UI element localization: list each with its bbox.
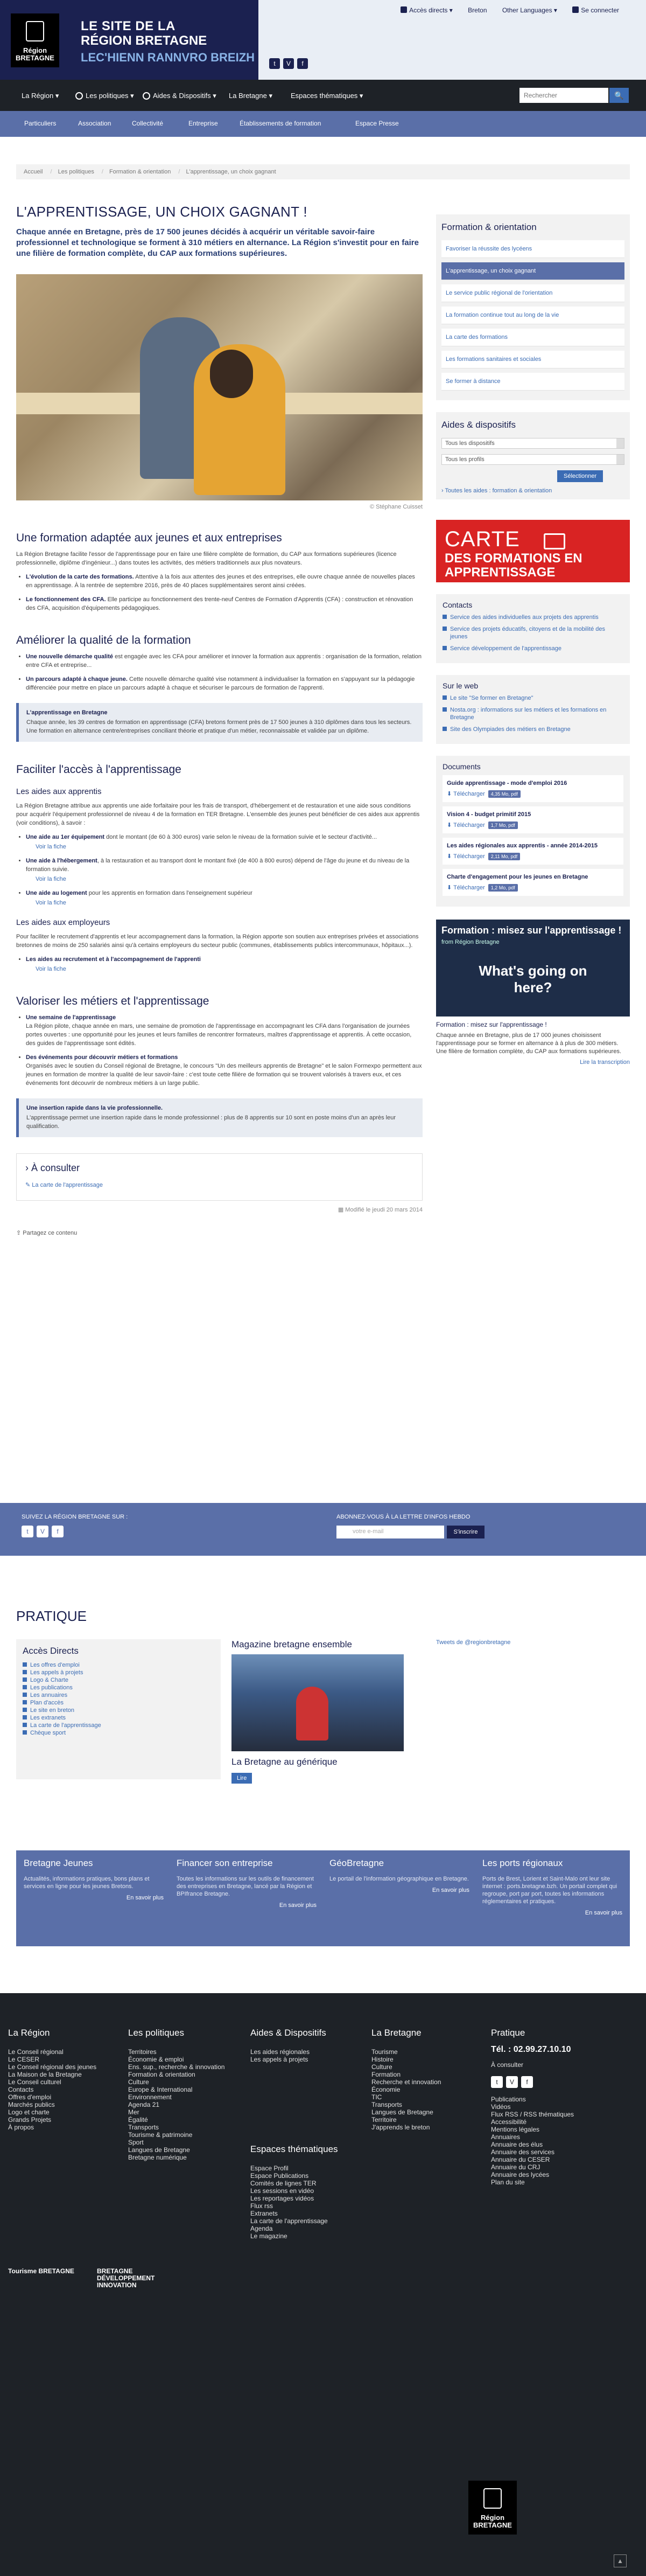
download-link[interactable]: ⬇ Télécharger 1,2 Mo, pdf (447, 884, 619, 892)
breadcrumb-formation[interactable]: Formation & orientation (109, 169, 171, 175)
subnav-presse[interactable]: Espace Presse (355, 120, 399, 127)
footer-link[interactable]: Le CESER (8, 2056, 40, 2063)
languages-link[interactable]: Other Languages ▾ (502, 6, 557, 14)
footer-link[interactable]: Culture (128, 2078, 149, 2086)
list-item: • Une aide à l'hébergement, à la restauration et au transport dont le montant fixé (de 400 à 800 euros) dépend de l'âge du jeune et du niveau de la formation suivie. Voir la fiche (26, 857, 423, 883)
section-title: Une formation adaptée aux jeunes et aux entreprises (16, 532, 282, 544)
main-content (16, 204, 423, 1236)
footer-link[interactable]: Le magazine (250, 2232, 287, 2240)
phone-number: Tél. : 02.99.27.10.10 (491, 2045, 571, 2054)
footer-link[interactable]: Plan du site (491, 2178, 525, 2186)
paragraph: La Région Bretagne attribue aux apprentis une aide forfaitaire pour les frais de transport, d'hébergement et de restauration et une aide sous conditions pour acquérir l'équipement professionnel de niveau 4 de la formation en TER Bretagne. L'ensemble des jeunes peut bénéficier de ces aides aux apprentis (voir conditions), à savoir : (16, 803, 420, 826)
list-item: • Les aides au recrutement et à l'accompagnement de l'apprenti Voir la fiche (26, 955, 423, 973)
contact-icon (443, 626, 447, 631)
footer-link[interactable]: Les reportages vidéos (250, 2195, 314, 2202)
list-item: • Une aide au logement pour les apprentis en formation dans l'enseignement supérieur Voir la fiche (26, 889, 423, 907)
dispositifs-select[interactable]: Tous les dispositifs (441, 438, 624, 449)
consult-box (16, 1153, 423, 1201)
aides-title: Aides & dispositifs (441, 420, 516, 430)
footer-link[interactable]: Agenda 21 (128, 2101, 160, 2108)
logo-mark-icon (26, 21, 44, 41)
portal-panel: Les ports régionaux Ports de Brest, Lorient et Saint-Malo ont leur site internet : ports.bretagne.bzh. Un portail complet qui regroupe, port par port, toutes les informations réglementaires et pratiques. En savoir plus (482, 1858, 622, 1916)
breadcrumb-politiques[interactable]: Les politiques (58, 169, 94, 175)
magazine-image[interactable] (231, 1654, 404, 1751)
download-icon: ⬇ (447, 822, 454, 829)
footer-link[interactable]: Environnement (128, 2093, 172, 2101)
share-link[interactable]: ⇪ Partagez ce contenu (16, 1230, 78, 1236)
video-caption: Formation : misez sur l'apprentissage ! (436, 1021, 547, 1028)
footer-link[interactable]: Le Conseil régional des jeunes (8, 2063, 97, 2071)
section-title: Faciliter l'accès à l'apprentissage (16, 763, 181, 776)
footer-link[interactable]: Offres d'emploi (8, 2093, 52, 2101)
contact-link[interactable]: Service développement de l'apprentissage (450, 645, 623, 652)
more-link[interactable]: En savoir plus (585, 1910, 622, 1916)
contacts-box: Contacts Service des aides individuelles aux projets des apprentis Service des projets éducatifs, citoyens et de la mobilité des jeunes Service développement de l'apprentissage (436, 594, 630, 663)
lead-text: Chaque année en Bretagne, près de 17 500 jeunes décidés à acquérir un véritable savoir-faire professionnel et technologique se forment à 310 métiers en alternance. La Région s'investit pour en faire une filière de formation complète, du CAP aux formations supérieures. (16, 227, 419, 258)
section-menu-item[interactable]: Favoriser la réussite des lycéens (441, 240, 624, 258)
footer-link[interactable]: Annuaire du CESER (491, 2156, 550, 2163)
subnav-particuliers[interactable]: Particuliers (24, 120, 57, 127)
footer-col-region: La Région Le Conseil régional Le CESER Le Conseil régional des jeunes La Maison de la Bretagne Le Conseil culturel Contacts Offres d'emploi Marchés publics Logo et charte Grands Projets À propos (8, 2028, 97, 2131)
document-item: Les aides régionales aux apprentis - année 2014-2015 ⬇ Télécharger 2,11 Mo, pdf (443, 838, 623, 865)
documents-box: Documents Guide apprentissage - mode d'emploi 2016 ⬇ Télécharger 4,35 Mo, pdf Vision 4 - budget primitif 2015 ⬇ Télécharger 1,7 Mo, pdf Les aides régionales aux apprentis - année 2014-2015 ⬇ Télécharger 2,11 Mo, pdf Charte d'engagement pour les jeunes en Bretagne ⬇ Télécharger 1,2 Mo, pdf (436, 756, 630, 907)
follow-label: SUIVEZ LA RÉGION BRETAGNE SUR : (22, 1514, 128, 1520)
download-icon: ⬇ (447, 791, 454, 797)
footer-link[interactable]: Les aides régionales (250, 2048, 310, 2056)
external-link-icon (443, 695, 447, 700)
breadcrumb-home[interactable]: Accueil (24, 169, 43, 175)
top-links (387, 6, 619, 14)
paragraph: Pour faciliter le recrutement d'apprentis et leur accompagnement dans la formation, la Région apporte son soutien aux entreprises privées et associations bretonnes de moins de 250 salariés ainsi qu'à certains employeurs du secteur public (communes, établissements publics intercommunaux, hôpitaux...). (16, 934, 419, 949)
footer-link[interactable]: Annuaire des élus (491, 2141, 543, 2148)
footer-link[interactable]: Annuaire des lycées (491, 2171, 550, 2178)
acces-link[interactable]: Les offres d'emploi (30, 1662, 214, 1668)
section-title: Améliorer la qualité de la formation (16, 634, 191, 646)
footer-link[interactable]: Les sessions en vidéo (250, 2187, 314, 2195)
footer-link[interactable]: Transports (371, 2101, 402, 2108)
footer-link[interactable]: TIC (371, 2093, 382, 2101)
pratique-section (16, 1608, 630, 1781)
nav-espaces[interactable]: Espaces thématiques ▾ (291, 92, 363, 100)
grid-icon (401, 6, 407, 13)
twitter-icon[interactable]: t (491, 2076, 503, 2088)
tourisme-logo[interactable]: Tourisme BRETAGNE (8, 2267, 74, 2275)
link-icon: ✎ (25, 1182, 32, 1188)
contact-link[interactable]: Service des aides individuelles aux projets des apprentis (450, 614, 623, 621)
footer-social (491, 2076, 574, 2088)
footer-link[interactable]: Publications (491, 2095, 526, 2103)
acces-link[interactable]: Chèque sport (30, 1730, 214, 1736)
acces-link[interactable]: Plan d'accès (30, 1700, 214, 1706)
external-link-icon (443, 727, 447, 731)
acces-link[interactable]: La carte de l'apprentissage (30, 1722, 214, 1729)
footer-link[interactable]: Agenda (250, 2225, 273, 2232)
acces-link[interactable]: Les appels à projets (30, 1669, 214, 1676)
web-link[interactable]: Le site "Se former en Bretagne" (450, 694, 623, 702)
search-button[interactable]: 🔍 (609, 88, 629, 103)
document-item: Charte d'engagement pour les jeunes en Bretagne ⬇ Télécharger 1,2 Mo, pdf (443, 869, 623, 896)
footer-link[interactable]: Recherche et innovation (371, 2078, 441, 2086)
newsletter-submit-button[interactable]: S'inscrire (447, 1526, 484, 1538)
footer-link[interactable]: Économie & emploi (128, 2056, 184, 2063)
web-box: Sur le web Le site "Se former en Bretagne" Nosta.org : informations sur les métiers et les formations en Bretagne Site des Olympiades des métiers en Bretagne (436, 675, 630, 744)
hero-image (16, 274, 423, 500)
chevron-right-icon: › (25, 1162, 31, 1173)
breadcrumb-current: L'apprentissage, un choix gagnant (186, 169, 276, 175)
subnav-association[interactable]: Association (78, 120, 111, 127)
chevron-right-icon: › (441, 488, 445, 494)
acces-directs-box: Accès Directs Les offres d'emploi Les appels à projets Logo & Charte Les publications Les annuaires Plan d'accès Le site en breton Les extranets La carte de l'apprentissage Chèque sport (16, 1639, 221, 1779)
list-item: • L'évolution de la carte des formations. Attentive à la fois aux attentes des jeunes et des entreprises, elle ouvre chaque année de nouvelles places en apprentissage. À la rentrée de septembre 2016, près de 40 places supplémentaires seront ainsi créées. (26, 573, 423, 590)
section-menu-item[interactable]: La carte des formations (441, 329, 624, 346)
bdi-logo[interactable]: BRETAGNE DÉVELOPPEMENT INNOVATION (97, 2267, 155, 2289)
footer-link[interactable]: Transports (128, 2124, 159, 2131)
footer-link[interactable]: Comités de lignes TER (250, 2180, 317, 2187)
footer-link[interactable]: Formation (371, 2071, 401, 2078)
login-link[interactable]: Se connecter (572, 6, 619, 14)
pratique-title: PRATIQUE (16, 1608, 87, 1624)
consult-link[interactable]: ✎ La carte de l'apprentissage (25, 1182, 103, 1188)
footer-link[interactable]: Annuaire du CRJ (491, 2163, 540, 2171)
footer-col-bretagne: La Bretagne Tourisme Histoire Culture Formation Recherche et innovation Économie TIC Transports Langues de Bretagne Territoire J'apprends le breton (371, 2028, 441, 2131)
download-icon: ⬇ (447, 853, 454, 860)
footer-link[interactable]: Les appels à projets (250, 2056, 308, 2063)
newsletter-email-input[interactable]: votre e-mail (336, 1526, 444, 1538)
header-social (269, 58, 311, 69)
info-box: L'apprentissage en Bretagne Chaque année, les 39 centres de formation en apprentissage (CFA) bretons forment près de 17 500 jeunes à 310 diplômes dans tous les secteurs. Une formation en alternance centre/entreprises conciliant théorie et pratique d'un métier, reconnaissable et validée par un diplôme. (16, 703, 423, 742)
footer-link[interactable]: La Maison de la Bretagne (8, 2071, 82, 2078)
page-title: L'APPRENTISSAGE, UN CHOIX GAGNANT ! (16, 204, 307, 220)
subnav-entreprise[interactable]: Entreprise (188, 120, 218, 127)
section-menu-item-active[interactable]: L'apprentissage, un choix gagnant (441, 262, 624, 280)
more-link[interactable]: En savoir plus (279, 1902, 317, 1909)
user-icon (572, 6, 579, 13)
politics-icon (75, 92, 83, 100)
download-link[interactable]: ⬇ Télécharger 4,35 Mo, pdf (447, 790, 619, 798)
portal-panel: GéoBretagne Le portail de l'information géographique en Bretagne. En savoir plus (329, 1858, 469, 1893)
download-link[interactable]: ⬇ Télécharger 1,7 Mo, pdf (447, 821, 619, 829)
paragraph: La Région Bretagne facilite l'essor de l'apprentissage pour en faire une filière complète de formation, du CAP aux formations supérieures (licence professionnelle, diplôme d'ingénieur...) dans toutes les activités, des métiers traditionnels aux plus novateurs. (16, 551, 397, 566)
magazine-box: Magazine bretagne ensemble La Bretagne au générique Lire (231, 1639, 415, 1784)
footer-link[interactable]: Langues de Bretagne (128, 2146, 190, 2154)
document-item: Vision 4 - budget primitif 2015 ⬇ Télécharger 1,7 Mo, pdf (443, 806, 623, 833)
region-logo[interactable]: Région BRETAGNE (11, 13, 59, 67)
portals-band (16, 1850, 630, 1946)
footer-col-aides: Aides & Dispositifs Les aides régionales Les appels à projets Espaces thématiques Espace Profil Espace Publications Comités de lignes TER Les sessions en vidéo Les reportages vidéos Flux rss Extranets La carte de l'apprentissage Agenda Le magazine (250, 2028, 338, 2240)
nav-aides[interactable]: Aides & Dispositifs ▾ (143, 92, 216, 100)
section-menu-title: Formation & orientation (441, 222, 537, 232)
acces-link[interactable]: Le site en breton (30, 1707, 214, 1714)
transcript-link[interactable]: Lire la transcription (580, 1059, 630, 1066)
footer-link[interactable]: À propos (8, 2124, 34, 2131)
acces-directs-link[interactable]: Accès directs ▾ (401, 6, 453, 14)
consult-title: › À consulter (25, 1162, 80, 1173)
footer-link[interactable]: Le Conseil régional (8, 2048, 64, 2056)
portal-panel: Bretagne Jeunes Actualités, informations pratiques, bons plans et services en ligne pour les jeunes Bretons. En savoir plus (24, 1858, 164, 1901)
site-header (0, 0, 646, 80)
footer-link[interactable]: Marchés publics (8, 2101, 55, 2108)
footer-link[interactable]: Langues de Bretagne (371, 2108, 433, 2116)
footer-link[interactable]: Contacts (8, 2086, 34, 2093)
section-menu-item[interactable]: Les formations sanitaires et sociales (441, 351, 624, 368)
footer-link[interactable]: Formation & orientation (128, 2071, 195, 2078)
footer-link[interactable]: Culture (371, 2063, 392, 2071)
contact-icon (443, 615, 447, 619)
acces-link[interactable]: Les publications (30, 1684, 214, 1691)
all-aides-link[interactable]: › Toutes les aides : formation & orientation (441, 488, 552, 494)
footer-link[interactable]: Territoires (128, 2048, 157, 2056)
contact-icon (443, 646, 447, 650)
acces-link[interactable]: Les annuaires (30, 1692, 214, 1698)
footer-link[interactable]: Europe & International (128, 2086, 193, 2093)
footer-link[interactable]: Économie (371, 2086, 401, 2093)
breton-link[interactable]: Breton (468, 6, 487, 14)
footer-link[interactable]: Le Conseil culturel (8, 2078, 61, 2086)
footer-link[interactable]: Bretagne numérique (128, 2154, 187, 2161)
footer-link[interactable]: Flux RSS / RSS thématiques (491, 2111, 574, 2118)
footer (0, 1993, 646, 2576)
acces-link[interactable]: Logo & Charte (30, 1677, 214, 1683)
list-item: • Une semaine de l'apprentissage La Région pilote, chaque année en mars, une semaine de promotion de l'apprentissage en accompagnant les CFA dans l'organisation de journées portes ouvertes : une opportunité pour les jeunes et leurs familles de rencontrer formateurs, maîtres d'apprentissage et apprentis. À cette occasion, des guides de l'apprentissage sont édités. (26, 1013, 423, 1048)
video-player[interactable]: Formation : misez sur l'apprentissage ! from Région Bretagne What's going on here? (436, 920, 630, 1017)
follow-band (0, 1503, 646, 1556)
bullet-list (26, 573, 423, 612)
footer-link[interactable]: Histoire (371, 2056, 394, 2063)
list-item: • Une aide au 1er équipement dont le montant (de 60 à 300 euros) varie selon le niveau de la formation suivie et le secteur d'activité... Voir la fiche (26, 833, 423, 851)
footer-link[interactable]: Tourisme (371, 2048, 398, 2056)
download-link[interactable]: ⬇ Télécharger 2,11 Mo, pdf (447, 853, 619, 860)
document-item: Guide apprentissage - mode d'emploi 2016 ⬇ Télécharger 4,35 Mo, pdf (443, 775, 623, 802)
site-title-3: LEC'HIENN RANNVRO BREIZH (81, 51, 255, 64)
footer-link[interactable]: Espace Publications (250, 2172, 309, 2180)
tweets-link[interactable]: Tweets de @regionbretagne (436, 1639, 511, 1646)
web-link[interactable]: Site des Olympiades des métiers en Bretagne (450, 726, 623, 733)
footer-link[interactable]: Territoire (371, 2116, 397, 2124)
external-link-icon (443, 707, 447, 712)
carte-formations-banner[interactable]: CARTE DES FORMATIONS EN APPRENTISSAGE (436, 520, 630, 582)
select-button[interactable]: Sélectionner (557, 470, 603, 482)
footer-link[interactable]: Sport (128, 2139, 144, 2146)
modified-date: ▦ Modifié le jeudi 20 mars 2014 (338, 1207, 423, 1213)
share-icon: ⇪ (16, 1230, 23, 1236)
footer-link[interactable]: Accessibilité (491, 2118, 527, 2126)
download-icon: ⬇ (447, 885, 454, 891)
sidebar (436, 214, 630, 1066)
subnav-etablissements[interactable]: Établissements de formation (240, 120, 321, 127)
voir-fiche-link[interactable]: Voir la fiche (36, 900, 66, 906)
list-item: • Le fonctionnement des CFA. Elle participe au fonctionnement des trente-neuf Centres de Formation d'Apprentis (CFA) : construction et rénovation des CFA, acquisition d'équipements pédagogiques. (26, 595, 423, 612)
footer-link[interactable]: Mentions légales (491, 2126, 540, 2133)
info-box: Une insertion rapide dans la vie professionnelle. L'apprentissage permet une insertion rapide dans le monde professionnel : plus de 8 apprentis sur 10 sont en poste moins d'un an après leur qualification. (16, 1098, 423, 1137)
footer-link[interactable]: Tourisme & patrimoine (128, 2131, 193, 2139)
footer-link[interactable]: Ens. sup., recherche & innovation (128, 2063, 225, 2071)
facebook-icon[interactable]: f (52, 1526, 64, 1537)
profile-nav (0, 111, 646, 137)
section-menu (436, 214, 630, 400)
footer-col-politiques: Les politiques Territoires Économie & emploi Ens. sup., recherche & innovation Formation & orientation Culture Europe & International Environnement Agenda 21 Mer Égalité Transports Tourisme & patrimoine Sport Langues de Bretagne Bretagne numérique (128, 2028, 225, 2161)
footer-link[interactable]: Flux rss (250, 2202, 273, 2210)
bullet-list (26, 833, 423, 907)
list-item: • Un parcours adapté à chaque jeune. Cette nouvelle démarche qualité vise notamment à individualiser la formation en s'appuyant sur la pédagogie différenciée pour mettre en place un parcours adapté à chaque et sécuriser le parcours de formation de l'apprenti. (26, 675, 423, 692)
twitter-icon[interactable]: t (22, 1526, 33, 1537)
video-description: Chaque année en Bretagne, plus de 17 000 jeunes choisissent l'apprentissage pour se former en alternance à à plus de 300 métiers. Une filière de formation complète, du CAP aux formations supérieures. (436, 1032, 622, 1055)
vimeo-icon[interactable]: V (506, 2076, 518, 2088)
more-link[interactable]: En savoir plus (126, 1895, 164, 1901)
profils-select[interactable]: Tous les profils (441, 454, 624, 465)
magazine-read-button[interactable]: Lire (231, 1773, 252, 1784)
footer-link[interactable]: Annuaire des services (491, 2148, 555, 2156)
footer-link[interactable]: Extranets (250, 2210, 278, 2217)
footer-link[interactable]: La carte de l'apprentissage (250, 2217, 328, 2225)
consult-link[interactable]: À consulter (491, 2061, 524, 2069)
more-link[interactable]: En savoir plus (432, 1887, 469, 1893)
bullet-list (26, 955, 423, 973)
bullet-list (26, 1013, 423, 1088)
subnav-collectivite[interactable]: Collectivité (132, 120, 164, 127)
footer-link[interactable]: J'apprends le breton (371, 2124, 430, 2131)
search-input[interactable] (519, 88, 608, 103)
web-link[interactable]: Nosta.org : informations sur les métiers et les formations en Bretagne (450, 706, 623, 721)
site-title-1: LE SITE DE LA (81, 19, 175, 33)
vimeo-icon[interactable]: V (37, 1526, 48, 1537)
region-logo-footer[interactable]: Région BRETAGNE (468, 2481, 517, 2535)
vimeo-icon[interactable]: V (283, 58, 294, 69)
section-menu-item[interactable]: La formation continue tout au long de la vie (441, 307, 624, 324)
footer-link[interactable]: Vidéos (491, 2103, 511, 2111)
calendar-icon: ▦ (338, 1207, 346, 1213)
facebook-icon[interactable]: f (297, 58, 308, 69)
subsection-title: Les aides aux apprentis (16, 787, 102, 796)
nav-la-bretagne[interactable]: La Bretagne ▾ (229, 92, 272, 100)
section-menu-item[interactable]: Le service public régional de l'orientation (441, 284, 624, 302)
briefcase-icon (544, 533, 565, 549)
photo-credit: © Stéphane Cuisset (370, 504, 423, 510)
voir-fiche-link[interactable]: Voir la fiche (36, 876, 66, 882)
footer-link[interactable]: Espace Profil (250, 2164, 289, 2172)
logo-mark-icon (483, 2488, 502, 2509)
footer-link[interactable]: Annuaires (491, 2133, 521, 2141)
portal-panel: Financer son entreprise Toutes les informations sur les outils de financement des entreprises en Bretagne, lancé par la Région et BPIfrance Bretagne. En savoir plus (177, 1858, 317, 1909)
aides-icon (143, 92, 150, 100)
voir-fiche-link[interactable]: Voir la fiche (36, 966, 66, 972)
footer-col-pratique: Pratique Tél. : 02.99.27.10.10 À consulter t V f Publications Vidéos Flux RSS / RSS thématiques Accessibilité Mentions légales Annuaires Annuaire des élus Annuaire des services Annuaire du CESER Annuaire du CRJ Annuaire des lycées Plan du site (491, 2028, 574, 2186)
list-item: • Une nouvelle démarche qualité est engagée avec les CFA pour améliorer et innover la formation aux apprentis : organisation de la formation, relation entre CFA et entreprise... (26, 652, 423, 670)
section-menu-item[interactable]: Se former à distance (441, 373, 624, 391)
site-title-2: RÉGION BRETAGNE (81, 33, 207, 48)
footer-link[interactable]: Logo et charte (8, 2108, 50, 2116)
newsletter-label: ABONNEZ-VOUS À LA LETTRE D'INFOS HEBDO (336, 1514, 471, 1520)
breadcrumb: Accueil / Les politiques / Formation & orientation / L'apprentissage, un choix gagnant (16, 164, 630, 179)
section-title: Valoriser les métiers et l'apprentissage (16, 995, 209, 1007)
footer-link[interactable]: Égalité (128, 2116, 148, 2124)
nav-la-region[interactable]: La Région ▾ (22, 92, 59, 100)
facebook-icon[interactable]: f (521, 2076, 533, 2088)
acces-link[interactable]: Les extranets (30, 1715, 214, 1721)
subsection-title: Les aides aux employeurs (16, 918, 110, 927)
contact-link[interactable]: Service des projets éducatifs, citoyens et de la mobilité des jeunes (450, 625, 623, 640)
back-to-top-icon[interactable]: ▲ (614, 2554, 627, 2567)
list-item: • Des événements pour découvrir métiers et formations Organisés avec le soutien du Conseil régional de Bretagne, le concours "Un des meilleurs apprentis de Bretagne" et le salon Formexpo permettent aux jeunes en formation de montrer la qualité de leur savoir-faire : c'est toute cette filière de formation qui se trouvent valorisés à travers eux, et ces événements font découvrir de nombreux métiers à un large public. (26, 1053, 423, 1088)
nav-les-politiques[interactable]: Les politiques ▾ (75, 92, 134, 100)
voir-fiche-link[interactable]: Voir la fiche (36, 844, 66, 850)
footer-link[interactable]: Grands Projets (8, 2116, 52, 2124)
main-nav (0, 80, 646, 111)
twitter-icon[interactable]: t (269, 58, 280, 69)
footer-link[interactable]: Mer (128, 2108, 139, 2116)
aides-box (436, 412, 630, 499)
bullet-list (26, 652, 423, 692)
